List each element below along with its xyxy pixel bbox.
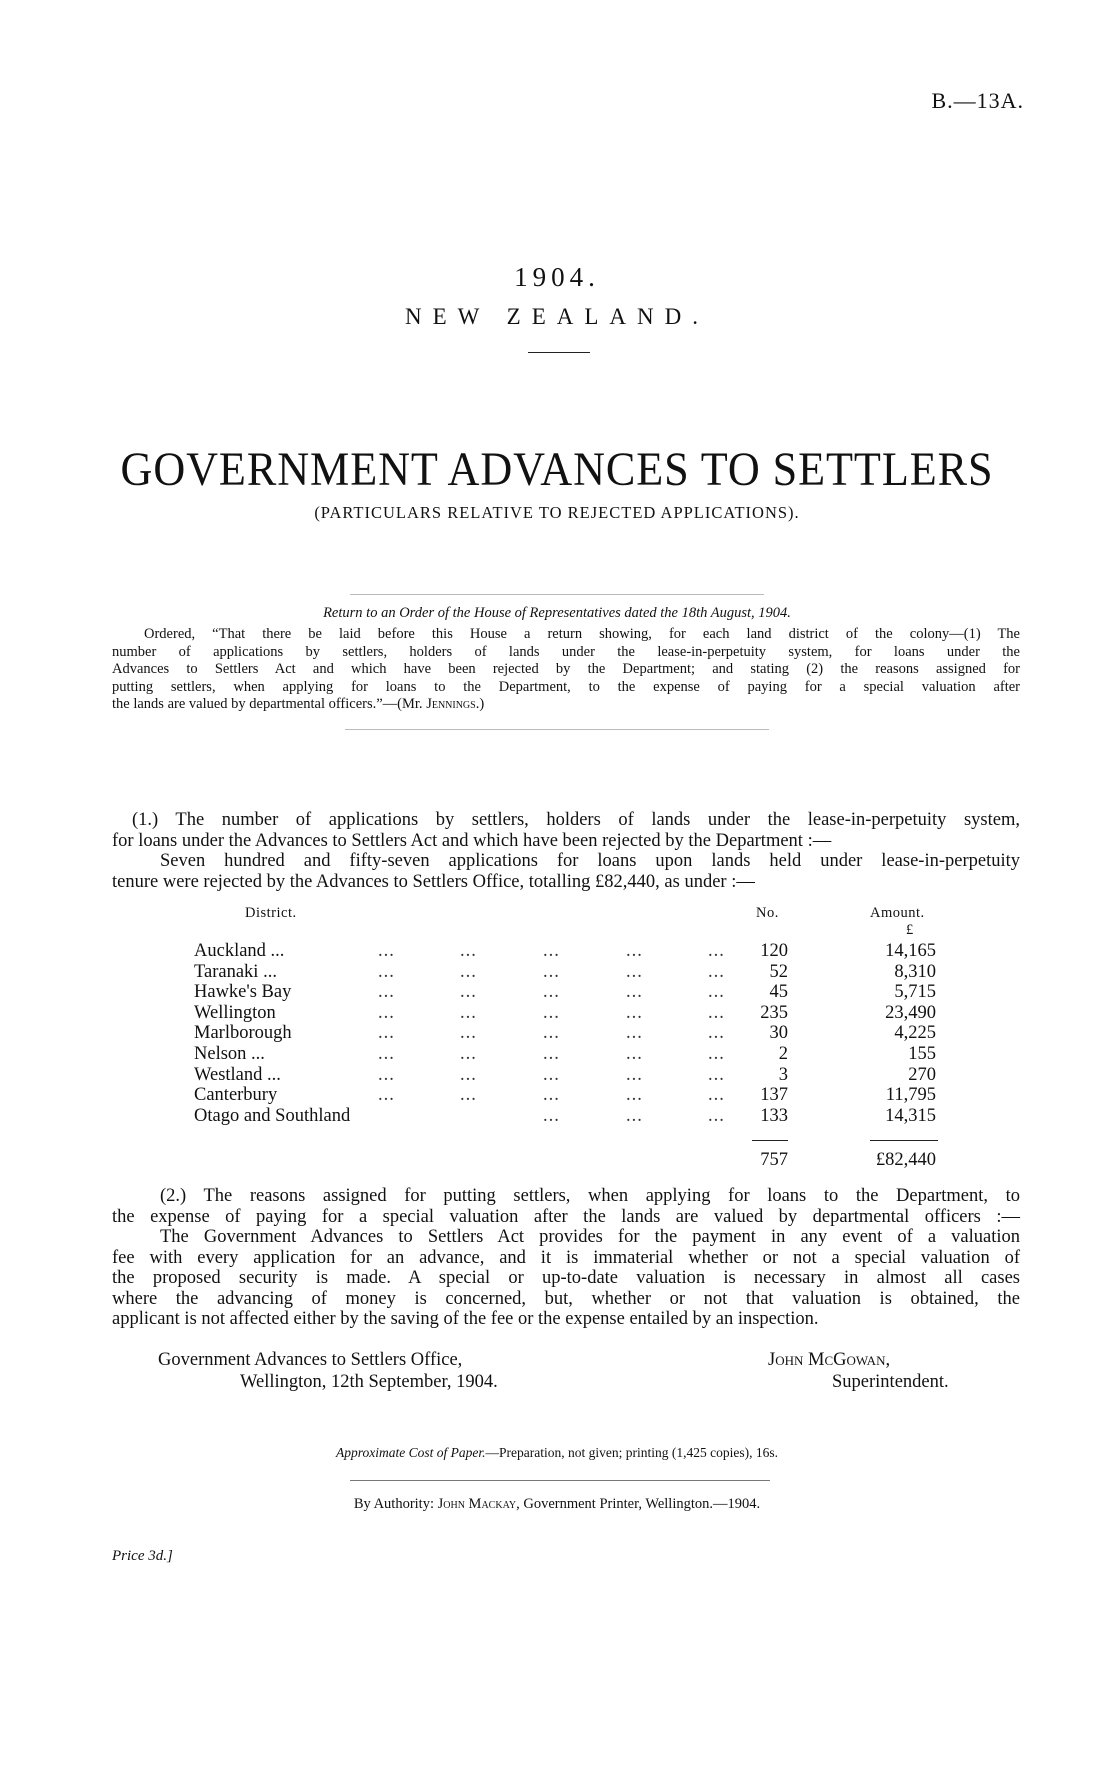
leader-dots: ... [708, 1044, 725, 1064]
part1-text [112, 810, 1020, 892]
printer-rest: Government Printer, Wellington.—1904. [523, 1496, 761, 1512]
application-count: 30 [769, 1023, 788, 1044]
district-name: Hawke's Bay [194, 982, 292, 1003]
leader-dots: ... [708, 982, 725, 1003]
leader-dots: ... [708, 1105, 725, 1126]
order-heading: Return to an Order of the House of Representatives dated the 18th August, 1904. [323, 605, 791, 621]
leader-dots: ... [378, 1044, 395, 1064]
leader-dots: ... [626, 1023, 643, 1044]
leader-dots: ... [378, 982, 395, 1003]
country: NEW ZEALAND. [404, 304, 710, 329]
leader-dots: ... [543, 961, 560, 982]
part2-line: fee with every application for an advance, and it is immaterial whether or not a special valuation of [112, 1247, 1020, 1268]
amount-value: 270 [908, 1064, 936, 1085]
district-name: Auckland ... [194, 941, 285, 961]
application-count: 137 [760, 1085, 788, 1106]
amount-value: 8,310 [894, 961, 936, 982]
table-row [0, 941, 1114, 962]
district-name: Marlborough [194, 1023, 292, 1044]
paper-reference: B.—13A. [931, 88, 1024, 113]
application-count: 2 [778, 1044, 788, 1064]
leader-dots: ... [460, 1064, 477, 1085]
leader-dots: ... [378, 1002, 395, 1023]
part2-text [112, 1186, 1020, 1330]
leader-dots: ... [543, 1064, 560, 1085]
leader-dots: ... [543, 941, 560, 961]
order-line: Ordered, “That there be laid before this House a return showing, for each land district of the colony—(1) The [144, 626, 1020, 642]
amount-value: 5,715 [894, 982, 936, 1003]
column-header-district: District. [245, 905, 297, 921]
amount-value: 155 [908, 1044, 936, 1064]
cost-text: —Preparation, not given; printing (1,425 copies), 16s. [485, 1445, 778, 1460]
part1-line: Seven hundred and fifty-seven applications for loans upon lands held under lease-in-perpetuity [160, 851, 1020, 871]
leader-dots: ... [626, 982, 643, 1003]
district-name: Westland ... [194, 1064, 281, 1085]
page-subtitle: (PARTICULARS RELATIVE TO REJECTED APPLICATIONS). [314, 503, 800, 522]
page-title: GOVERNMENT ADVANCES TO SETTLERS [120, 443, 994, 496]
amount-value: 4,225 [894, 1023, 936, 1044]
leader-dots: ... [543, 1044, 560, 1064]
amount-value: 23,490 [885, 1002, 936, 1023]
leader-dots: ... [460, 1023, 477, 1044]
part1-line: (1.) The number of applications by settlers, holders of lands under the lease-in-perpetuity system, [132, 810, 1020, 830]
district-name: Canterbury [194, 1085, 278, 1106]
amount-value: 14,165 [885, 941, 936, 961]
printer-name: John Mackay, [437, 1496, 520, 1512]
leader-dots: ... [708, 941, 725, 961]
column-header-amount: Amount. [870, 905, 925, 921]
amount-value: 11,795 [885, 1085, 936, 1106]
total-amount: £82,440 [875, 1150, 936, 1170]
part1-line: for loans under the Advances to Settlers Act and which have been rejected by the Department :— [112, 830, 832, 851]
application-count: 52 [769, 961, 788, 982]
leader-dots: ... [708, 1064, 725, 1085]
leader-dots: ... [378, 1085, 395, 1106]
leader-dots: ... [626, 1085, 643, 1106]
order-text [112, 626, 1020, 714]
leader-dots: ... [626, 1002, 643, 1023]
leader-dots: ... [626, 941, 643, 961]
order-bottom-divider [345, 729, 769, 730]
leader-dots: ... [543, 1002, 560, 1023]
total-rule-no [752, 1140, 788, 1141]
cost-of-paper [0, 1445, 1114, 1461]
part2-line: where the advancing of money is concerned, but, whether or not that valuation is obtained, the [112, 1288, 1020, 1309]
leader-dots: ... [626, 961, 643, 982]
amount-value: 14,315 [885, 1105, 936, 1126]
price: Price 3d.] [112, 1548, 173, 1564]
order-line-last [112, 696, 1020, 714]
header-divider [528, 352, 590, 353]
district-name: Nelson ... [194, 1044, 265, 1064]
order-line: number of applications by settlers, holders of lands under the lease-in-perpetuity system, for loans under the [112, 643, 1020, 660]
application-count: 133 [760, 1105, 788, 1126]
application-count: 45 [769, 982, 788, 1003]
leader-dots: ... [460, 1002, 477, 1023]
leader-dots: ... [626, 1105, 643, 1126]
leader-dots: ... [460, 982, 477, 1003]
leader-dots: ... [460, 1085, 477, 1106]
table-row [0, 982, 1114, 1003]
district-name: Taranaki ... [194, 961, 277, 982]
order-line: the lands are valued by departmental officers.”—(Mr. [112, 696, 423, 712]
leader-dots: ... [626, 1064, 643, 1085]
year: 1904. [514, 262, 600, 292]
application-count: 3 [778, 1064, 788, 1085]
leader-dots: ... [460, 941, 477, 961]
part2-line: applicant is not affected either by the saving of the fee or the expense entailed by an inspection. [112, 1309, 819, 1329]
signature-role: Superintendent. [832, 1372, 949, 1392]
order-top-divider [350, 594, 764, 595]
cost-label: Approximate Cost of Paper. [336, 1445, 486, 1460]
order-line: Advances to Settlers Act and which have been rejected by the Department; and stating (2) the reasons assigned for [112, 661, 1020, 677]
leader-dots: ... [378, 941, 395, 961]
authority-rule [350, 1480, 770, 1481]
leader-dots: ... [378, 961, 395, 982]
table-row [0, 1044, 1114, 1065]
leader-dots: ... [626, 1044, 643, 1064]
district-name: Wellington [194, 1002, 276, 1023]
authority-line [0, 1496, 1114, 1513]
table-row [0, 1085, 1114, 1106]
table-row [0, 1023, 1114, 1044]
leader-dots: ... [543, 1105, 560, 1126]
leader-dots: ... [378, 1064, 395, 1085]
application-count: 120 [760, 941, 788, 961]
part2-line: (2.) The reasons assigned for putting settlers, when applying for loans to the Department, to [160, 1186, 1020, 1206]
district-name: Otago and Southland [194, 1105, 351, 1126]
currency-symbol: £ [906, 922, 914, 938]
leader-dots: ... [708, 961, 725, 982]
leader-dots: ... [543, 1023, 560, 1044]
signature-office: Government Advances to Settlers Office, [158, 1350, 463, 1370]
order-line: putting settlers, when applying for loans to the Department, to the expense of paying for a special valuation after [112, 678, 1020, 695]
leader-dots: ... [460, 961, 477, 982]
total-no: 757 [760, 1150, 788, 1170]
table-row [0, 962, 1114, 983]
leader-dots: ... [708, 1023, 725, 1044]
part2-line: the proposed security is made. A special or up-to-date valuation is necessary in almost all cases [112, 1268, 1020, 1288]
signature-name: John McGowan, [768, 1350, 891, 1370]
leader-dots: ... [378, 1023, 395, 1044]
order-mover-end: .) [475, 696, 485, 712]
table-row [0, 1003, 1114, 1024]
application-count: 235 [760, 1002, 788, 1023]
table-row [0, 1065, 1114, 1086]
authority-label: By Authority: [353, 1496, 434, 1512]
signature-place-date: Wellington, 12th September, 1904. [240, 1372, 498, 1392]
leader-dots: ... [708, 1002, 725, 1023]
leader-dots: ... [543, 1085, 560, 1106]
column-header-no: No. [756, 905, 779, 921]
total-row [0, 1150, 1114, 1171]
leader-dots: ... [708, 1085, 725, 1106]
part2-line: the expense of paying for a special valuation after the lands are valued by departmental officers :— [112, 1206, 1020, 1227]
table-row [0, 1106, 1114, 1127]
part1-line: tenure were rejected by the Advances to Settlers Office, totalling £82,440, as under :— [112, 871, 755, 892]
total-rule-amount [870, 1140, 938, 1141]
order-mover: Jennings [426, 696, 476, 712]
leader-dots: ... [460, 1044, 477, 1064]
part2-line: The Government Advances to Settlers Act provides for the payment in any event of a valuation [160, 1227, 1020, 1247]
leader-dots: ... [543, 982, 560, 1003]
